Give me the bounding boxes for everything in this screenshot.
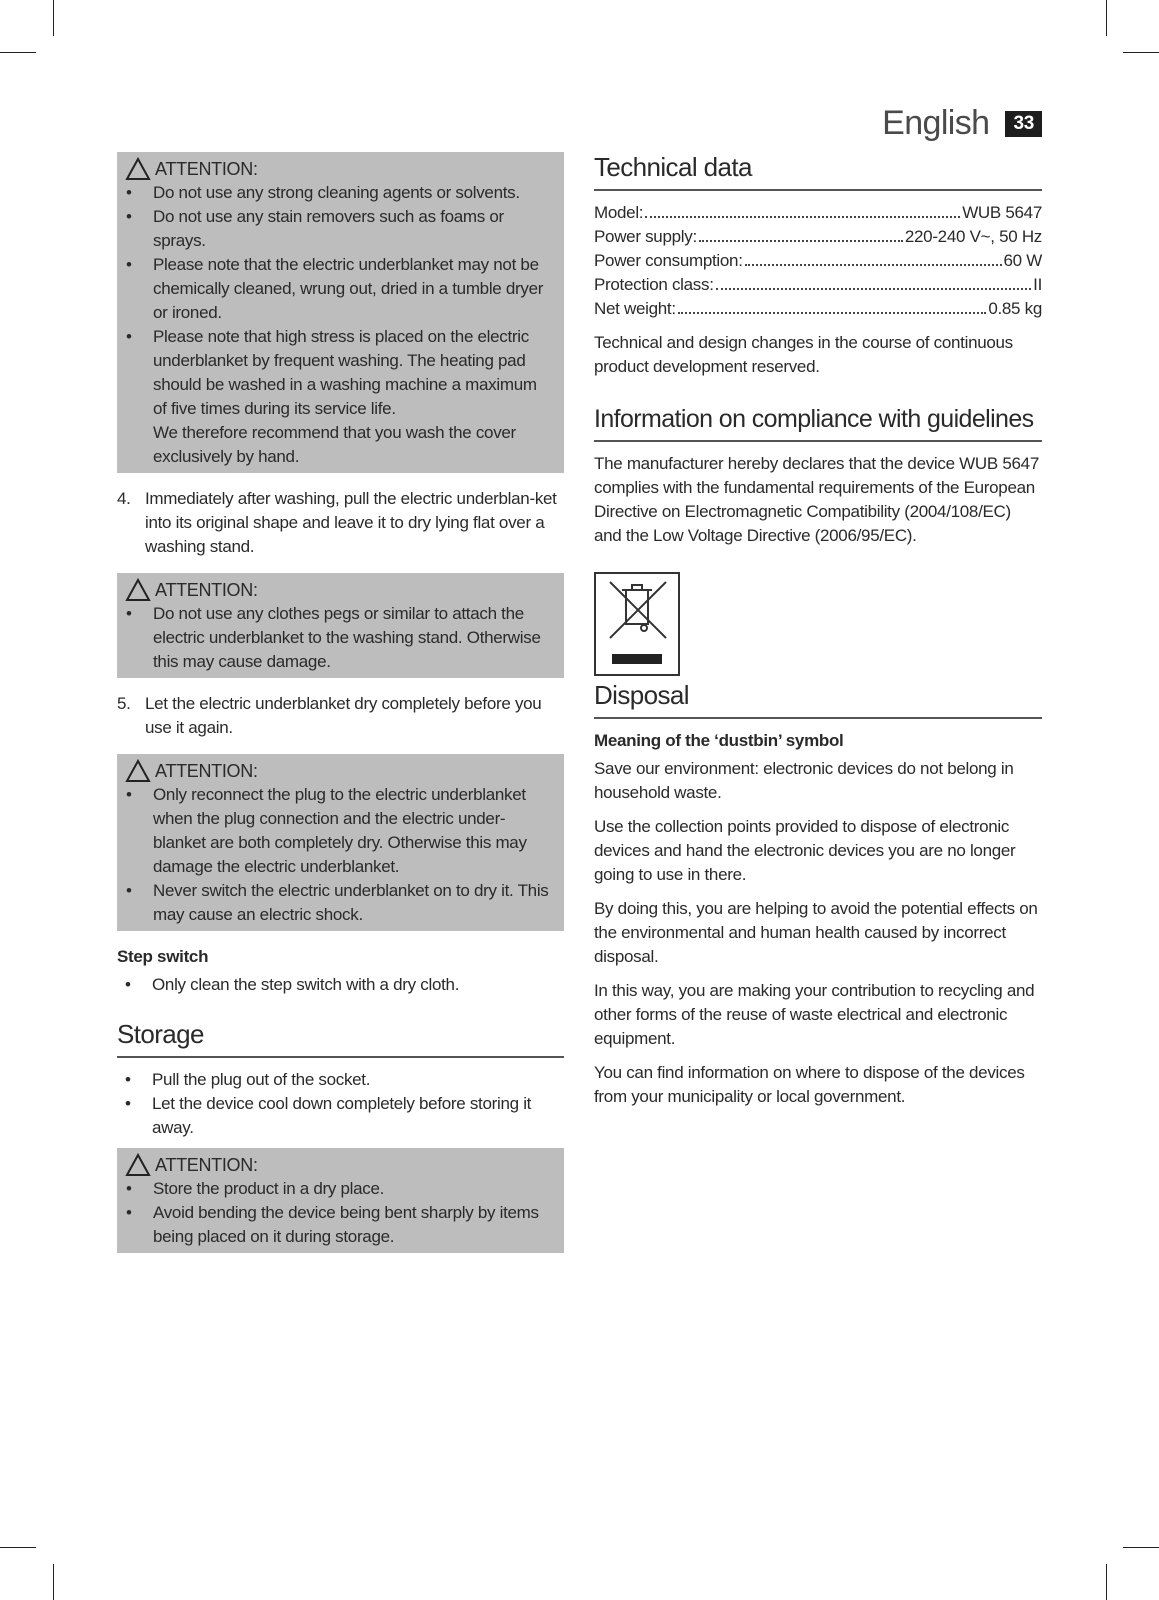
list-item: • Do not use any stain removers such as foams or sprays. <box>125 205 554 253</box>
spec-row: Protection class: II <box>594 275 1042 294</box>
dustbin-symbol-heading: Meaning of the ‘dustbin’ symbol <box>594 731 844 750</box>
attention-box <box>117 1148 564 1253</box>
storage-heading: Storage <box>117 1019 564 1058</box>
crop-mark <box>1106 1564 1107 1600</box>
warning-icon <box>125 157 151 181</box>
crop-mark <box>53 0 54 36</box>
list-item: • Do not use any clothes pegs or similar to attach the electric underblanket to the washing stand. Otherwise this may cause damage. <box>125 602 554 674</box>
spec-row: Power supply: 220-240 V~, 50 Hz <box>594 227 1042 246</box>
attention-title: ATTENTION: <box>155 1155 258 1175</box>
step-number: 4. <box>117 489 131 508</box>
step-item <box>117 487 564 559</box>
attention-title: ATTENTION: <box>155 580 258 600</box>
step-item <box>117 692 564 740</box>
step-number: 5. <box>117 694 131 713</box>
crossed-bin-icon <box>594 572 680 676</box>
warning-icon <box>125 759 151 783</box>
list-item: • Please note that high stress is placed on the electric underblanket by frequent washing. The heating pad should be washed in a washing machine a maximum of five times during its service life. <box>125 325 554 421</box>
attention-note: We therefore recommend that you wash the cover exclusively by hand. <box>153 423 516 466</box>
warning-icon <box>125 1153 151 1177</box>
spec-row: Model: WUB 5647 <box>594 203 1042 222</box>
crop-mark <box>0 1547 36 1548</box>
list-item: • Only clean the step switch with a dry cloth. <box>117 973 564 997</box>
language-label: English <box>882 104 990 142</box>
step-switch-heading: Step switch <box>117 947 209 966</box>
list-item: • Pull the plug out of the socket. <box>117 1068 564 1092</box>
spec-table <box>594 201 1042 321</box>
list-item: • Store the product in a dry place. <box>125 1177 554 1201</box>
compliance-text: The manufacturer hereby declares that the device WUB 5647 complies with the fundamental requirements of the European Directive on Electromagnetic Compatibility (2004/108/EC) and the Low Voltage Directive (2006/95/EC). <box>594 454 1039 545</box>
crop-mark <box>1123 52 1159 53</box>
list-item: • Please note that the electric underblanket may not be chemically cleaned, wrung out, dried in a tumble dryer or ironed. <box>125 253 554 325</box>
list-item: • Do not use any strong cleaning agents or solvents. <box>125 181 554 205</box>
list-item: • Only reconnect the plug to the electric underblanket when the plug connection and the electric under-blanket are both completely dry. Otherwise this may damage the electric underblanket. <box>125 783 554 879</box>
page-header <box>882 104 1042 143</box>
right-column <box>594 152 1042 1109</box>
disposal-paragraph: In this way, you are making your contribution to recycling and other forms of the reuse of waste electrical and electronic equipment. <box>594 981 1035 1048</box>
list-item: • Let the device cool down completely before storing it away. <box>117 1092 564 1140</box>
left-column <box>117 152 564 1253</box>
spec-row: Net weight: 0.85 kg <box>594 299 1042 318</box>
list-item: • Avoid bending the device being bent sharply by items being placed on it during storage. <box>125 1201 554 1249</box>
disposal-paragraph: Save our environment: electronic devices do not belong in household waste. <box>594 759 1014 802</box>
spec-row: Power consumption: 60 W <box>594 251 1042 270</box>
attention-title: ATTENTION: <box>155 159 258 179</box>
disposal-heading: Disposal <box>594 680 1042 719</box>
crop-mark <box>1106 0 1107 36</box>
list-item: • Never switch the electric underblanket on to dry it. This may cause an electric shock. <box>125 879 554 927</box>
attention-box <box>117 754 564 931</box>
disposal-paragraph: Use the collection points provided to dispose of electronic devices and hand the electronic devices you are no longer going to use in there. <box>594 817 1016 884</box>
warning-icon <box>125 578 151 602</box>
compliance-heading: Information on compliance with guidelines <box>594 405 1042 442</box>
page-number: 33 <box>1005 111 1042 137</box>
disposal-paragraph: By doing this, you are helping to avoid the potential effects on the environmental and human health caused by incorrect disposal. <box>594 899 1038 966</box>
disposal-paragraph: You can find information on where to dispose of the devices from your municipality or local government. <box>594 1063 1025 1106</box>
attention-box <box>117 573 564 678</box>
technical-data-heading: Technical data <box>594 152 1042 191</box>
step-text: Immediately after washing, pull the electric underblan-ket into its original shape and leave it to dry lying flat over a washing stand. <box>145 489 557 556</box>
technical-note: Technical and design changes in the course of continuous product development reserved. <box>594 333 1013 376</box>
attention-box <box>117 152 564 473</box>
crop-mark <box>0 52 36 53</box>
crop-mark <box>1123 1547 1159 1548</box>
crop-mark <box>53 1564 54 1600</box>
attention-title: ATTENTION: <box>155 761 258 781</box>
step-text: Let the electric underblanket dry completely before you use it again. <box>145 694 542 737</box>
